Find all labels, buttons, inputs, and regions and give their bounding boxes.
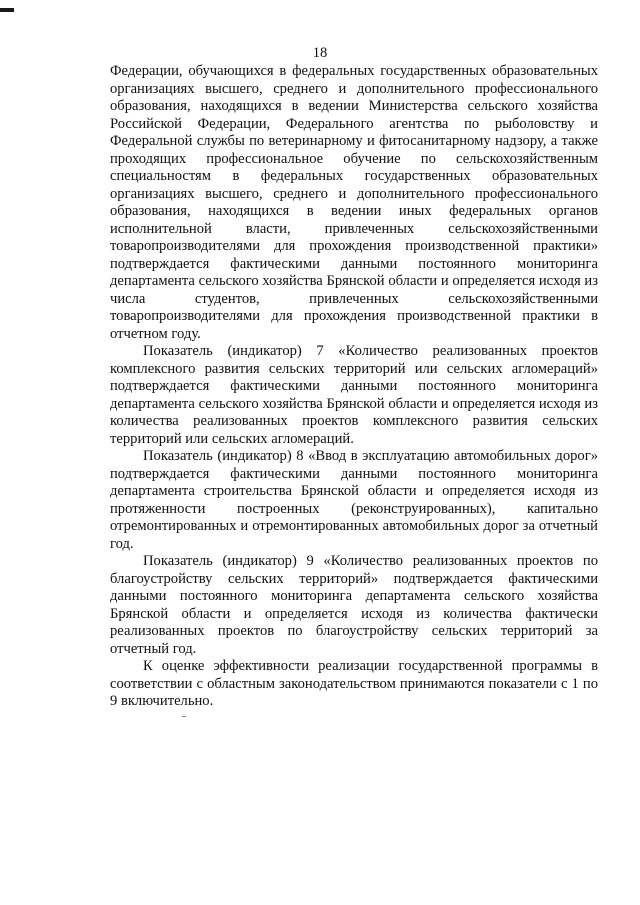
page-number: 18: [312, 45, 328, 61]
scan-speck: [182, 716, 186, 717]
paragraph-indicator-8: Показатель (индикатор) 8 «Ввод в эксплуатацию автомобильных дорог» подтверждается фактическими данными постоянного мониторинга департамента строительства Брянской области и определяется исходя из протяженности построенных (реконструированных), капитально отремонтированных и отремонтированных автомобильных дорог за отчетный год.: [110, 448, 598, 552]
paragraph-indicator-7: Показатель (индикатор) 7 «Количество реализованных проектов комплексного развития сельских территорий или сельских агломераций» подтверждается фактическими данными постоянного мониторинга департамента сельского хозяйства Брянской области и определяется исходя из количества реализованных проектов комплексного развития сельских территорий или сельских агломераций.: [110, 343, 598, 447]
scan-edge-mark: [0, 8, 14, 12]
paragraph-continuation: Федерации, обучающихся в федеральных государственных образовательных организациях высшего, среднего и дополнительного профессионального образования, находящихся в ведении Министерства сельского хозяйства Российской Федерации, Федерального агентства по рыболовству и Федеральной службы по ветеринарному и фитосанитарному надзору, а также проходящих профессиональное обучение по сельскохозяйственным специальностям в федеральных государственных образовательных организациях высшего, среднего и дополнительного профессионального образования, находящихся в ведении иных федеральных органов исполнительной власти, привлеченных сельскохозяйственными товаропроизводителями для прохождения производственной практики» подтверждается фактическими данными постоянного мониторинга департамента сельского хозяйства Брянской области и определяется исходя из числа студентов, привлеченных сельскохозяйственными товаропроизводителями для прохождения производственной практики в отчетном году.: [110, 63, 598, 342]
paragraph-evaluation: К оценке эффективности реализации государственной программы в соответствии с областным законодательством принимаются показатели с 1 по 9 включительно.: [110, 658, 598, 709]
paragraph-indicator-9: Показатель (индикатор) 9 «Количество реализованных проектов по благоустройству сельских территорий» подтверждается фактическими данными постоянного мониторинга департамента сельского хозяйства Брянской области и определяется исходя из количества фактически реализованных проектов по благоустройству сельских территорий за отчетный год.: [110, 553, 598, 657]
document-body: [110, 63, 598, 711]
